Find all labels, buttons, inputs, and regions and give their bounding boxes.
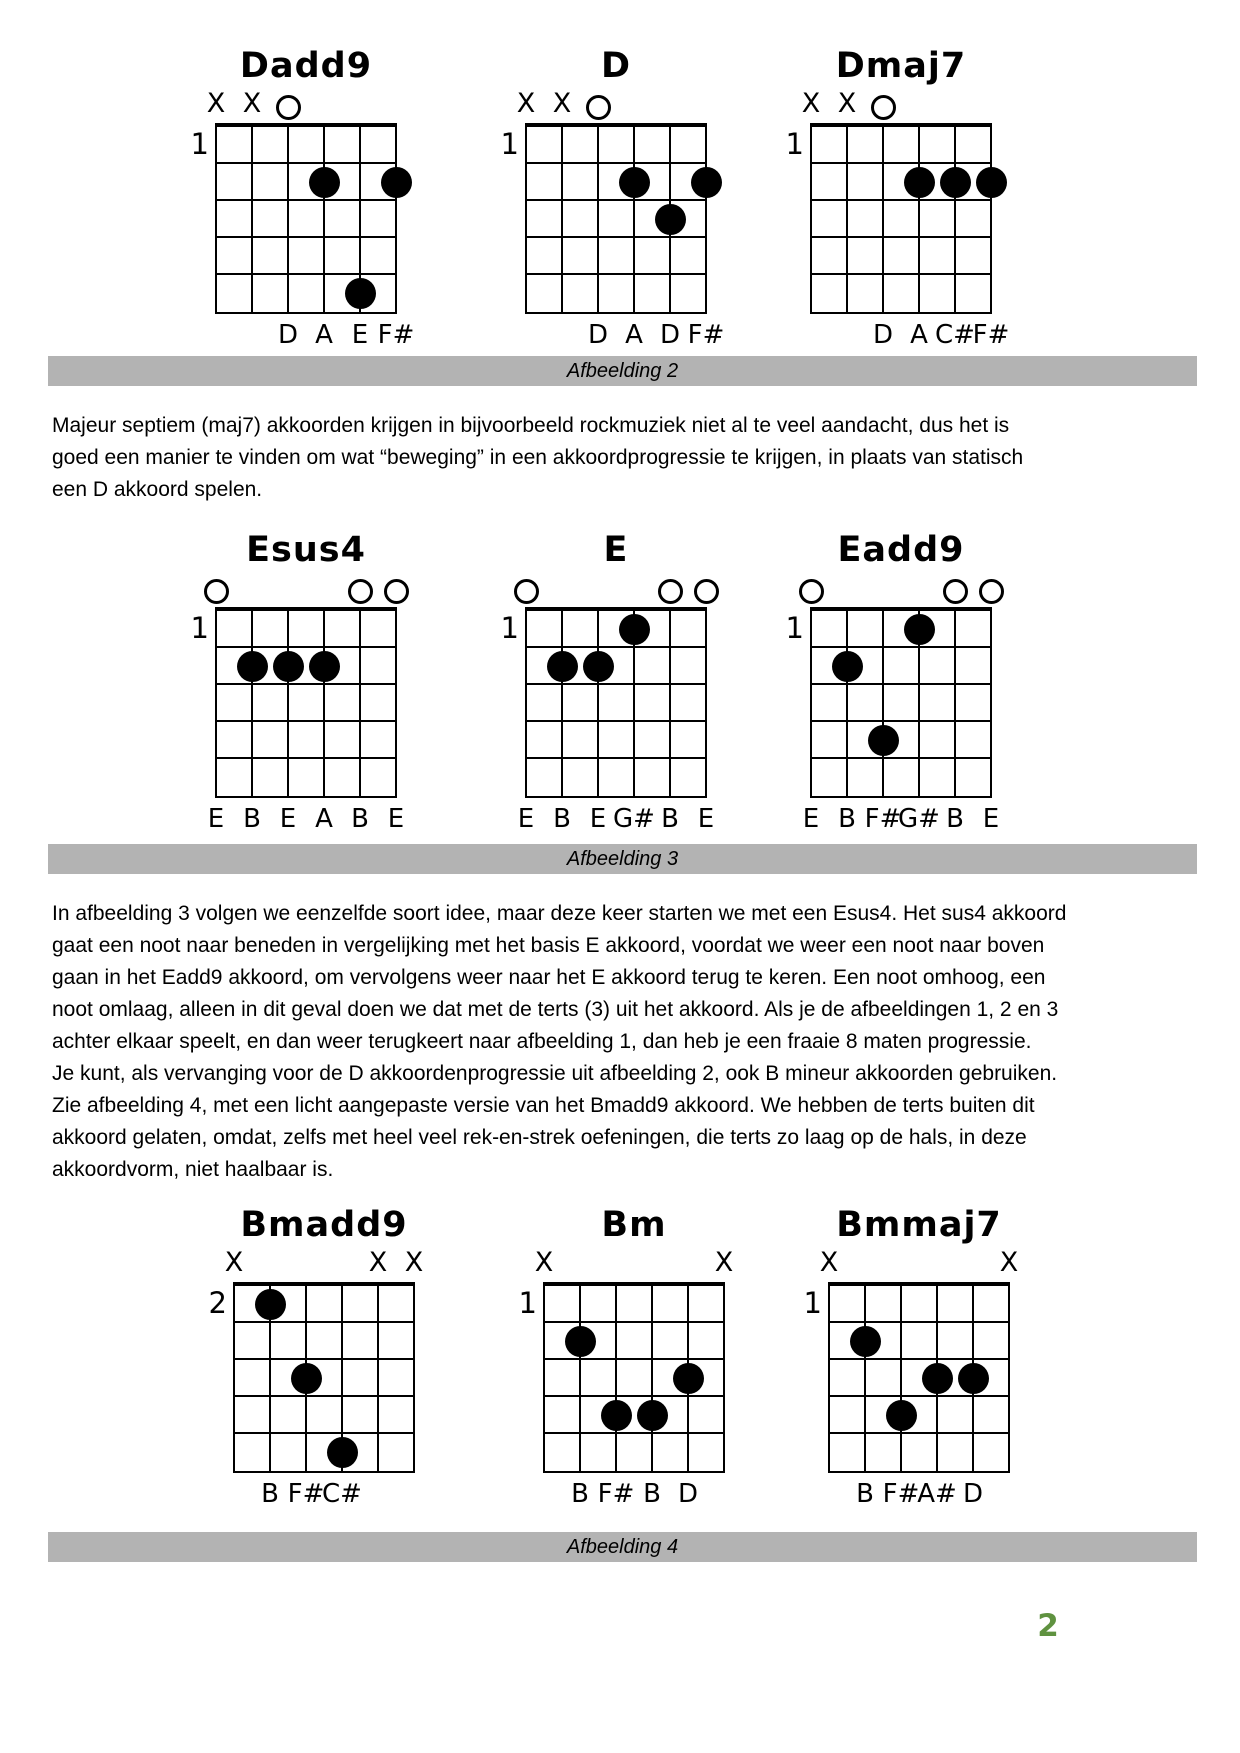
fret-line xyxy=(215,646,397,648)
chord-diagram xyxy=(485,45,747,357)
string-line xyxy=(633,123,635,314)
fret-number: 1 xyxy=(785,611,804,645)
nut-line xyxy=(215,123,397,127)
chord-name: Bmadd9 xyxy=(240,1205,408,1245)
chord-diagram xyxy=(770,45,1032,357)
fret-line xyxy=(810,312,992,314)
finger-dot xyxy=(583,651,614,682)
figure-row-2 xyxy=(0,45,1240,357)
finger-dot xyxy=(637,1400,668,1431)
open-string-marker xyxy=(943,579,968,604)
fret-line xyxy=(215,720,397,722)
note-label: F# xyxy=(377,320,415,350)
note-label: B xyxy=(838,804,856,834)
note-label: F# xyxy=(687,320,725,350)
fret-line xyxy=(543,1471,725,1473)
note-label: G# xyxy=(613,804,655,834)
finger-dot xyxy=(309,167,340,198)
note-label: B xyxy=(261,1479,279,1509)
note-label: A xyxy=(625,320,643,350)
note-label: B xyxy=(351,804,369,834)
fret-line xyxy=(233,1395,415,1397)
string-line xyxy=(597,607,599,798)
fret-line xyxy=(233,1432,415,1434)
chord-frame xyxy=(485,573,747,841)
note-label: B xyxy=(661,804,679,834)
chord-diagram xyxy=(175,529,437,841)
chord-diagram xyxy=(485,529,747,841)
string-line xyxy=(810,607,812,798)
finger-dot xyxy=(345,278,376,309)
string-line xyxy=(215,123,217,314)
chord-name: D xyxy=(600,46,632,86)
fret-line xyxy=(810,236,992,238)
note-label: B xyxy=(553,804,571,834)
string-line xyxy=(882,607,884,798)
string-line xyxy=(251,123,253,314)
fret-line xyxy=(525,162,707,164)
open-string-marker xyxy=(204,579,229,604)
fret-number: 1 xyxy=(803,1286,822,1320)
muted-string-marker: X xyxy=(714,1247,734,1278)
note-label: E xyxy=(802,804,820,834)
fret-line xyxy=(525,683,707,685)
chord-diagram xyxy=(175,45,437,357)
fret-number: 1 xyxy=(500,127,519,161)
note-label: B xyxy=(571,1479,589,1509)
muted-string-marker: X xyxy=(534,1247,554,1278)
fret-line xyxy=(215,312,397,314)
note-label: D xyxy=(872,320,894,350)
fret-line xyxy=(810,273,992,275)
note-label: G# xyxy=(898,804,940,834)
body-text-line: goed een manier te vinden om wat “beweging” in een akkoordprogressie te krijgen, in plaats van statisch xyxy=(52,446,1024,469)
muted-string-marker: X xyxy=(404,1247,424,1278)
fretboard-grid xyxy=(810,607,992,798)
fret-line xyxy=(525,757,707,759)
chord-frame xyxy=(770,573,1032,841)
string-line xyxy=(543,1282,545,1473)
string-line xyxy=(669,607,671,798)
note-label: D xyxy=(677,1479,699,1509)
string-line xyxy=(723,1282,725,1473)
body-text-line: akkoord gelaten, omdat, zelfs met heel veel rek-en-strek oefeningen, die terts zo laag op de hals, in deze xyxy=(52,1126,1027,1149)
string-line xyxy=(954,123,956,314)
string-line xyxy=(287,607,289,798)
string-line xyxy=(561,607,563,798)
body-text-line: Majeur septiem (maj7) akkoorden krijgen in bijvoorbeeld rockmuziek niet al te veel aandacht, dus het is xyxy=(52,414,1010,437)
fret-number: 1 xyxy=(190,127,209,161)
string-line xyxy=(990,607,992,798)
string-line xyxy=(377,1282,379,1473)
fret-number: 1 xyxy=(518,1286,537,1320)
fret-number: 2 xyxy=(208,1286,227,1320)
open-string-marker xyxy=(514,579,539,604)
figure-caption-label: Afbeelding 3 xyxy=(566,848,679,870)
chord-diagram xyxy=(503,1204,765,1516)
fretboard-grid xyxy=(215,123,397,314)
fret-line xyxy=(233,1471,415,1473)
finger-dot xyxy=(255,1289,286,1320)
open-string-marker xyxy=(276,95,301,120)
fretboard-grid xyxy=(525,123,707,314)
fret-line xyxy=(543,1432,725,1434)
chord-frame xyxy=(788,1248,1050,1516)
chord-name: Dadd9 xyxy=(239,46,373,86)
open-string-marker xyxy=(658,579,683,604)
fret-line xyxy=(233,1321,415,1323)
note-label: F# xyxy=(882,1479,920,1509)
fret-line xyxy=(215,273,397,275)
string-line xyxy=(705,123,707,314)
string-line xyxy=(954,607,956,798)
body-text-line: Je kunt, als vervanging voor de D akkoordenprogressie uit afbeelding 2, ook B mineur akkoorden gebruiken. xyxy=(52,1062,1058,1085)
note-label: E xyxy=(279,804,297,834)
chord-diagram xyxy=(770,529,1032,841)
muted-string-marker: X xyxy=(224,1247,244,1278)
body-text-line: gaat een noot naar beneden in vergelijking met het basis E akkoord, voordat we weer een noot naar boven xyxy=(52,934,1045,957)
string-line xyxy=(233,1282,235,1473)
fret-line xyxy=(525,199,707,201)
note-label: D xyxy=(277,320,299,350)
finger-dot xyxy=(904,614,935,645)
string-line xyxy=(395,123,397,314)
body-text-line: noot omlaag, alleen in dit geval doen we dat met de terts (3) uit het akkoord. Als je de afbeeldingen 1, 2 en 3 xyxy=(52,998,1059,1021)
figure-caption xyxy=(48,844,1197,874)
body-text-line: akkoordvorm, niet haalbaar is. xyxy=(52,1158,334,1181)
figure-caption xyxy=(48,1532,1197,1562)
fret-line xyxy=(525,273,707,275)
figure-row-3 xyxy=(0,529,1240,841)
chord-name: E xyxy=(603,530,629,570)
muted-string-marker: X xyxy=(819,1247,839,1278)
finger-dot xyxy=(309,651,340,682)
chord-name: Bm xyxy=(601,1205,667,1245)
nut-line xyxy=(215,607,397,611)
nut-line xyxy=(233,1282,415,1286)
nut-line xyxy=(810,123,992,127)
finger-dot xyxy=(868,725,899,756)
muted-string-marker: X xyxy=(801,88,821,119)
finger-dot xyxy=(673,1363,704,1394)
fret-number: 1 xyxy=(190,611,209,645)
fretboard-grid xyxy=(215,607,397,798)
chord-name: Bmmaj7 xyxy=(836,1205,1002,1245)
string-line xyxy=(828,1282,830,1473)
string-line xyxy=(561,123,563,314)
fretboard-grid xyxy=(233,1282,415,1473)
note-label: E xyxy=(351,320,369,350)
finger-dot xyxy=(327,1437,358,1468)
note-label: D xyxy=(962,1479,984,1509)
note-label: D xyxy=(587,320,609,350)
chord-name: Esus4 xyxy=(246,530,366,570)
string-line xyxy=(359,607,361,798)
string-line xyxy=(323,123,325,314)
finger-dot xyxy=(601,1400,632,1431)
finger-dot xyxy=(832,651,863,682)
muted-string-marker: X xyxy=(999,1247,1019,1278)
fret-line xyxy=(215,236,397,238)
figure-caption-label: Afbeelding 4 xyxy=(566,1536,679,1558)
nut-line xyxy=(525,607,707,611)
muted-string-marker: X xyxy=(552,88,572,119)
note-label: F# xyxy=(287,1479,325,1509)
finger-dot xyxy=(547,651,578,682)
string-line xyxy=(846,607,848,798)
note-label: E xyxy=(517,804,535,834)
fret-line xyxy=(215,162,397,164)
fret-line xyxy=(543,1395,725,1397)
fret-line xyxy=(810,162,992,164)
open-string-marker xyxy=(979,579,1004,604)
fretboard-grid xyxy=(828,1282,1010,1473)
note-label: B xyxy=(856,1479,874,1509)
fret-line xyxy=(525,796,707,798)
note-label: F# xyxy=(864,804,902,834)
finger-dot xyxy=(237,651,268,682)
page-number: 2 xyxy=(1037,1608,1059,1644)
open-string-marker xyxy=(586,95,611,120)
fret-line xyxy=(215,796,397,798)
body-text-line: achter elkaar speelt, en dan weer terugkeert naar afbeelding 1, dan heb je een fraaie 8 maten progressie. xyxy=(52,1030,1032,1053)
fret-line xyxy=(810,720,992,722)
fret-line xyxy=(828,1395,1010,1397)
note-label: E xyxy=(982,804,1000,834)
muted-string-marker: X xyxy=(516,88,536,119)
fret-line xyxy=(215,683,397,685)
string-line xyxy=(615,1282,617,1473)
fret-line xyxy=(810,199,992,201)
figure-caption-label: Afbeelding 2 xyxy=(566,360,679,382)
string-line xyxy=(395,607,397,798)
muted-string-marker: X xyxy=(837,88,857,119)
fret-line xyxy=(810,683,992,685)
fret-line xyxy=(828,1432,1010,1434)
fretboard-grid xyxy=(810,123,992,314)
muted-string-marker: X xyxy=(242,88,262,119)
string-line xyxy=(323,607,325,798)
finger-dot xyxy=(655,204,686,235)
note-label: C# xyxy=(935,320,975,350)
open-string-marker xyxy=(694,579,719,604)
open-string-marker xyxy=(348,579,373,604)
string-line xyxy=(810,123,812,314)
finger-dot xyxy=(273,651,304,682)
string-line xyxy=(1008,1282,1010,1473)
fret-line xyxy=(215,199,397,201)
muted-string-marker: X xyxy=(206,88,226,119)
fretboard-grid xyxy=(543,1282,725,1473)
finger-dot xyxy=(886,1400,917,1431)
note-label: A xyxy=(315,320,333,350)
fret-line xyxy=(525,646,707,648)
paragraph xyxy=(52,410,1197,506)
finger-dot xyxy=(619,614,650,645)
fret-number: 1 xyxy=(785,127,804,161)
fret-line xyxy=(543,1358,725,1360)
body-text-line: In afbeelding 3 volgen we eenzelfde soort idee, maar deze keer starten we met een Esus4. Het sus4 akkoord xyxy=(52,902,1067,925)
string-line xyxy=(215,607,217,798)
note-label: E xyxy=(387,804,405,834)
finger-dot xyxy=(976,167,1007,198)
fret-line xyxy=(233,1358,415,1360)
chord-name: Eadd9 xyxy=(837,530,965,570)
note-label: B xyxy=(243,804,261,834)
note-label: A xyxy=(315,804,333,834)
fret-line xyxy=(828,1321,1010,1323)
open-string-marker xyxy=(384,579,409,604)
note-label: A xyxy=(910,320,928,350)
string-line xyxy=(900,1282,902,1473)
fret-line xyxy=(525,236,707,238)
fret-line xyxy=(810,646,992,648)
paragraph xyxy=(52,898,1197,1186)
finger-dot xyxy=(904,167,935,198)
note-label: C# xyxy=(322,1479,362,1509)
open-string-marker xyxy=(871,95,896,120)
chord-diagram xyxy=(193,1204,455,1516)
string-line xyxy=(251,607,253,798)
fret-number: 1 xyxy=(500,611,519,645)
nut-line xyxy=(525,123,707,127)
fret-line xyxy=(828,1358,1010,1360)
note-label: D xyxy=(659,320,681,350)
fret-line xyxy=(810,796,992,798)
body-text-line: gaan in het Eadd9 akkoord, om vervolgens weer naar het E akkoord terug te keren. Een noot omhoog, een xyxy=(52,966,1046,989)
figure-row-4 xyxy=(0,1204,1240,1516)
string-line xyxy=(705,607,707,798)
finger-dot xyxy=(381,167,412,198)
string-line xyxy=(864,1282,866,1473)
string-line xyxy=(846,123,848,314)
finger-dot xyxy=(565,1326,596,1357)
string-line xyxy=(525,607,527,798)
string-line xyxy=(287,123,289,314)
chord-frame xyxy=(770,89,1032,357)
chord-diagram xyxy=(788,1204,1050,1516)
string-line xyxy=(579,1282,581,1473)
fret-line xyxy=(828,1471,1010,1473)
note-label: F# xyxy=(597,1479,635,1509)
figure-caption xyxy=(48,356,1197,386)
string-line xyxy=(990,123,992,314)
finger-dot xyxy=(958,1363,989,1394)
chord-name: Dmaj7 xyxy=(835,46,967,86)
fret-line xyxy=(525,720,707,722)
fret-line xyxy=(215,757,397,759)
note-label: B xyxy=(643,1479,661,1509)
finger-dot xyxy=(850,1326,881,1357)
open-string-marker xyxy=(799,579,824,604)
chord-frame xyxy=(175,89,437,357)
fret-line xyxy=(543,1321,725,1323)
note-label: F# xyxy=(972,320,1010,350)
chord-frame xyxy=(175,573,437,841)
string-line xyxy=(413,1282,415,1473)
finger-dot xyxy=(922,1363,953,1394)
fretboard-grid xyxy=(525,607,707,798)
nut-line xyxy=(543,1282,725,1286)
note-label: A# xyxy=(917,1479,957,1509)
string-line xyxy=(597,123,599,314)
finger-dot xyxy=(691,167,722,198)
note-label: E xyxy=(207,804,225,834)
chord-frame xyxy=(193,1248,455,1516)
body-text-line: een D akkoord spelen. xyxy=(52,478,263,501)
note-label: E xyxy=(697,804,715,834)
string-line xyxy=(651,1282,653,1473)
body-text-line: Zie afbeelding 4, met een licht aangepaste versie van het Bmadd9 akkoord. We hebben de terts buiten dit xyxy=(52,1094,1035,1117)
chord-frame xyxy=(503,1248,765,1516)
string-line xyxy=(525,123,527,314)
string-line xyxy=(882,123,884,314)
nut-line xyxy=(828,1282,1010,1286)
fret-line xyxy=(525,312,707,314)
note-label: E xyxy=(589,804,607,834)
chord-frame xyxy=(485,89,747,357)
fret-line xyxy=(810,757,992,759)
muted-string-marker: X xyxy=(368,1247,388,1278)
finger-dot xyxy=(619,167,650,198)
nut-line xyxy=(810,607,992,611)
string-line xyxy=(918,123,920,314)
finger-dot xyxy=(940,167,971,198)
note-label: B xyxy=(946,804,964,834)
finger-dot xyxy=(291,1363,322,1394)
